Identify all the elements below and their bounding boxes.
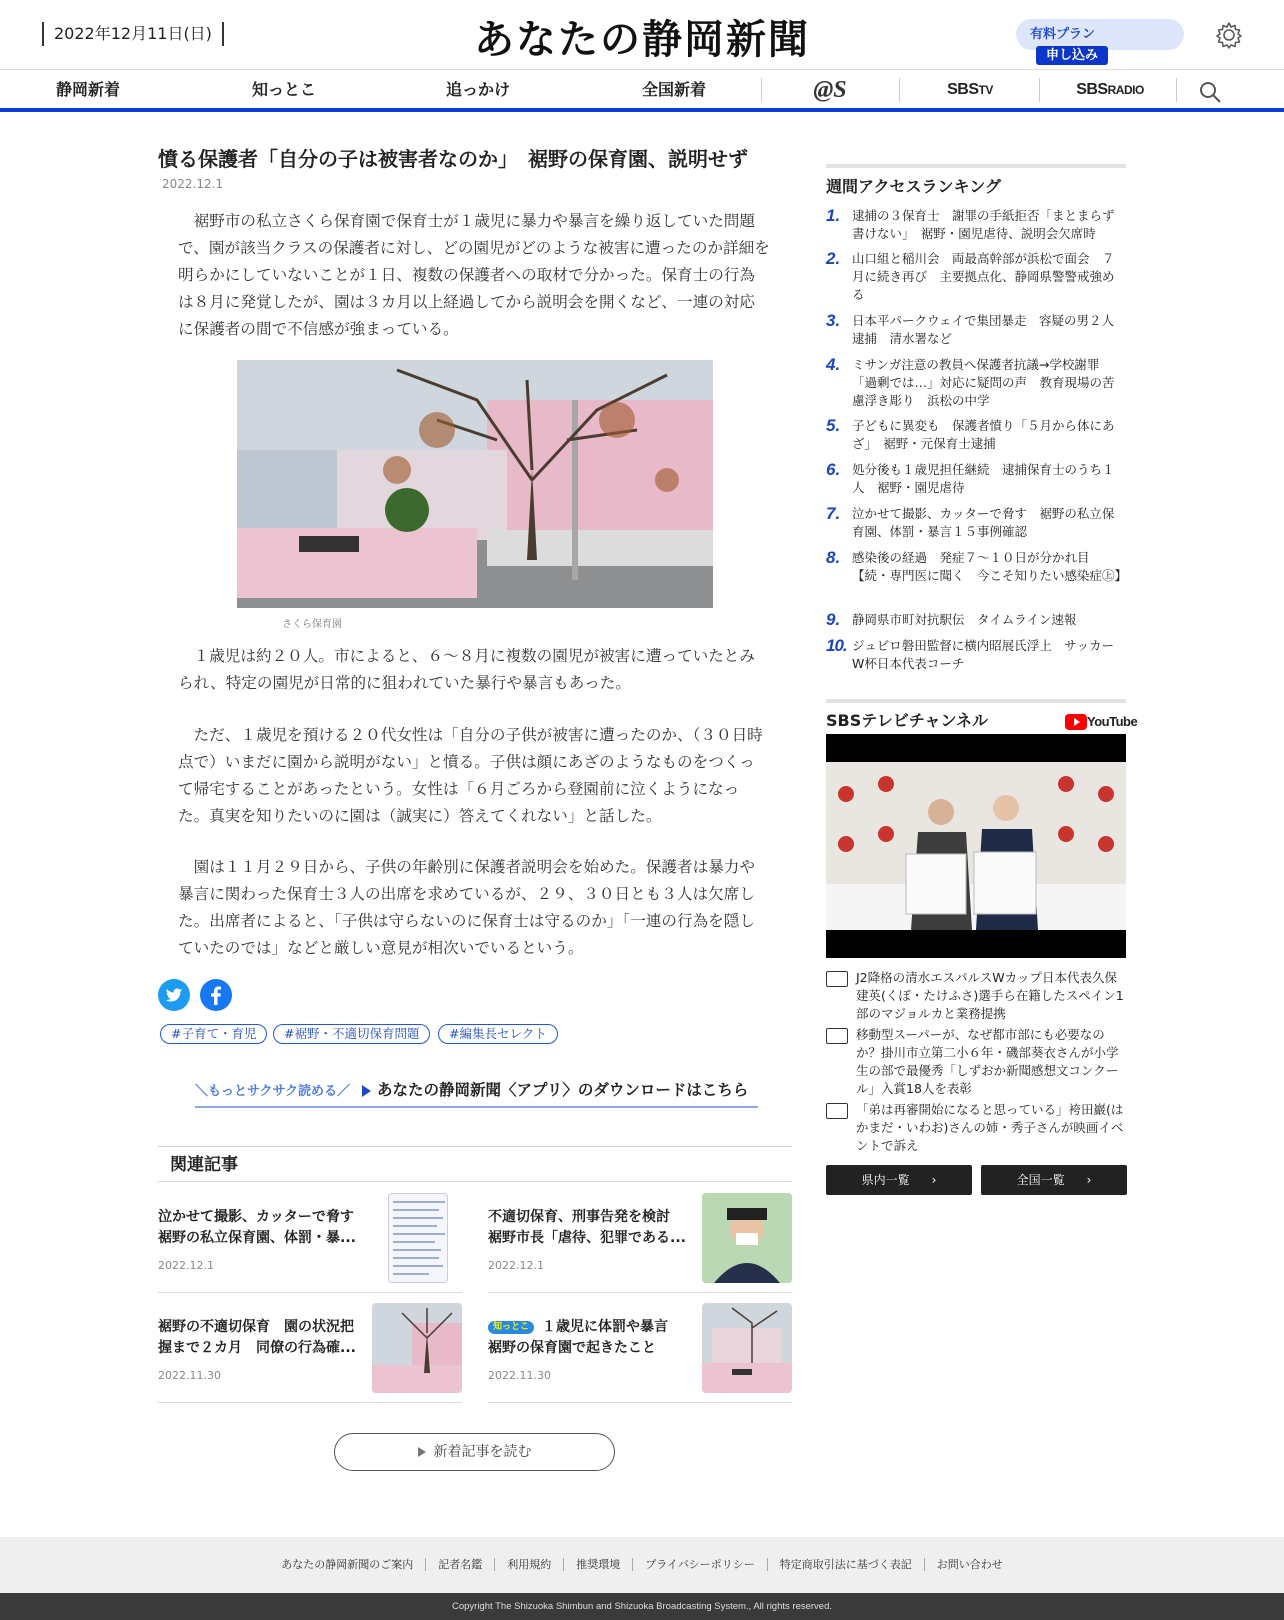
site-logo[interactable]: あなたの静岡新聞 <box>474 16 810 63</box>
footer-links <box>0 1537 1284 1593</box>
gear-icon[interactable] <box>1214 20 1244 50</box>
video-icon <box>826 1103 848 1119</box>
nav-divider <box>1039 78 1040 102</box>
youtube-play-icon <box>1065 714 1087 730</box>
sbs-tv-suffix: TV <box>978 83 993 97</box>
rank-title: ミサンガ注意の教員へ保護者抗議→学校謝罪「過剰では…」対応に疑問の声 教育現場の苦慮浮き彫り 浜松の中学 <box>852 357 1115 408</box>
nav-item-at-s[interactable] <box>795 70 865 108</box>
rank-number: 5. <box>826 416 841 435</box>
play-triangle-icon <box>418 1447 426 1457</box>
paid-plan-button[interactable] <box>1016 19 1184 63</box>
rank-number: 4. <box>826 355 841 374</box>
rank-title: 山口組と稲川会 両最高幹部が浜松で面会 ７月に続き再び 主要拠点化、静岡県警警戒強める <box>852 251 1115 302</box>
article-paragraph: １歳児は約２０人。市によると、６～８月に複数の園児が被害に遭っていたとみられ、特定の園児が日常的に狙われていた暴行や暴言もあった。 <box>178 647 755 692</box>
video-title: 「弟は再審開始になると思っている」袴田巖(はかまだ・いわお)さんの姉・秀子さんが映画イベントで訴え <box>856 1102 1124 1153</box>
rank-title: 静岡県市町対抗駅伝 タイムライン速報 <box>852 612 1077 627</box>
tag-link[interactable]: #子育て・育児 <box>160 1024 267 1044</box>
related-title: 裾野の不適切保育 園の状況把握まで２カ月 同僚の行為確... <box>158 1319 356 1356</box>
rank-title: 感染後の経過 発症７～１０日が分かれ目【続・専門医に聞く 今こそ知りたい感染症㊤】 <box>852 550 1128 583</box>
rank-number: 1. <box>826 206 841 225</box>
rank-number: 2. <box>826 249 841 268</box>
footer-link[interactable]: プライバシーポリシー <box>633 1558 767 1571</box>
article-photo[interactable] <box>237 360 713 608</box>
related-article[interactable] <box>488 1183 792 1293</box>
rank-number: 6. <box>826 460 841 479</box>
related-header: 関連記事 <box>158 1146 792 1182</box>
article-date: 2022.12.1 <box>162 177 224 191</box>
related-article[interactable] <box>158 1183 462 1293</box>
plan-apply-label: 申し込み <box>1036 46 1108 65</box>
article-headline: 憤る保護者「自分の子は被害者なのか」 裾野の保育園、説明せず <box>158 147 748 171</box>
ranking-title: 週間アクセスランキング <box>826 177 1002 196</box>
video-icon <box>826 971 848 987</box>
app-download-text: あなたの静岡新聞〈アプリ〉のダウンロードはこちら <box>376 1081 749 1099</box>
facebook-share-icon[interactable] <box>200 979 232 1011</box>
article-paragraph: ただ、１歳児を預ける２０代女性は「自分の子供が被害に遭ったのか、（３０日時点で）いまだに園から説明がない」と憤る。子供は顔にあざのようなものをつくって帰宅することがあったという。女性は「６月ごろから登園前に泣くようになった。真実を知りたいのに園は（誠実に）答えてくれない」と話した。 <box>178 726 763 825</box>
related-date: 2022.11.30 <box>488 1369 551 1382</box>
rank-title: 子どもに異変も 保護者憤り「５月から体にあざ」 裾野・元保育士逮捕 <box>852 418 1115 451</box>
site-header <box>0 0 1284 70</box>
related-thumbnail <box>388 1193 448 1283</box>
shittoko-badge: 知っとこ <box>488 1321 534 1334</box>
photo-caption: さくら保育園 <box>282 619 342 630</box>
chevron-right-icon: › <box>931 1173 937 1187</box>
related-date: 2022.12.1 <box>488 1259 544 1272</box>
rank-number: 3. <box>826 311 841 330</box>
video-player[interactable] <box>826 734 1126 958</box>
footer-link[interactable]: 記者名鑑 <box>426 1558 495 1571</box>
read-new-articles-button[interactable] <box>334 1433 615 1471</box>
related-article[interactable] <box>158 1293 462 1403</box>
rank-number: 8. <box>826 548 841 567</box>
rank-title: 逮捕の３保育士 謝罪の手紙拒否「まとまらず書けない」 裾野・園児虐待、説明会欠席時 <box>852 208 1115 241</box>
app-lead-text: ＼もっとサクサク読める／ <box>195 1084 350 1099</box>
youtube-label: YouTube <box>1087 714 1138 729</box>
play-triangle-icon <box>362 1085 371 1097</box>
nav-divider <box>1176 78 1177 102</box>
related-thumbnail <box>702 1303 792 1393</box>
prefecture-list-button[interactable] <box>826 1165 972 1195</box>
main-nav <box>0 70 1284 112</box>
nav-divider <box>761 78 762 102</box>
related-thumbnail <box>702 1193 792 1283</box>
section-divider <box>826 164 1126 168</box>
national-list-label: 全国一覧 <box>1016 1173 1065 1187</box>
rank-title: 泣かせて撮影、カッターで脅す 裾野の私立保育園、体罰・暴言１５事例確認 <box>852 506 1115 539</box>
prefecture-list-label: 県内一覧 <box>861 1173 910 1187</box>
youtube-logo[interactable] <box>1065 711 1137 729</box>
read-more-label: 新着記事を読む <box>433 1444 532 1460</box>
sbs-radio-suffix: RADIO <box>1107 83 1144 97</box>
video-title: J2降格の清水エスパルスWカップ日本代表久保建英(くぼ・たけふさ)選手ら在籍したスペイン1部のマジョルカと業務提携 <box>856 970 1124 1021</box>
footer-link[interactable]: あなたの静岡新聞のご案内 <box>269 1558 426 1571</box>
national-list-button[interactable] <box>981 1165 1127 1195</box>
related-title-text: １歳児に体罰や暴言 裾野の保育園で起きたこと <box>488 1319 683 1356</box>
related-title: 不適切保育、刑事告発を検討 裾野市長「虐待、犯罪である... <box>488 1209 686 1246</box>
twitter-share-icon[interactable] <box>158 979 190 1011</box>
nav-divider <box>899 78 900 102</box>
tag-link[interactable]: #編集長セレクト <box>438 1024 558 1044</box>
rank-title: ジュビロ磐田監督に横内昭展氏浮上 サッカーW杯日本代表コーチ <box>852 638 1115 671</box>
channel-title: SBSテレビチャンネル <box>826 711 988 730</box>
nav-item-shizuoka-news[interactable]: 静岡新着 <box>55 80 120 99</box>
tag-link[interactable]: #裾野・不適切保育問題 <box>273 1024 430 1044</box>
footer-link[interactable]: お問い合わせ <box>936 1558 1003 1571</box>
video-icon <box>826 1028 848 1044</box>
related-article[interactable] <box>488 1293 792 1403</box>
footer-link[interactable]: 利用規約 <box>495 1558 564 1571</box>
nav-item-okkake[interactable]: 追っかけ <box>445 80 510 99</box>
nav-item-sbs-tv[interactable] <box>930 70 1010 108</box>
at-s-logo: @S <box>813 77 847 103</box>
plan-label: 有料プラン <box>1030 27 1096 42</box>
nav-item-sbs-radio[interactable] <box>1065 70 1155 108</box>
related-date: 2022.12.1 <box>158 1259 214 1272</box>
related-title <box>488 1317 688 1359</box>
copyright: Copyright The Shizuoka Shimbun and Shizuoka Broadcasting System., All rights reserved. <box>0 1593 1284 1620</box>
rank-number: 10. <box>826 636 847 655</box>
article-paragraph: 園は１１月２９日から、子供の年齢別に保護者説明会を始めた。保護者は暴力や暴言に関わった保育士３人の出席を求めているが、２９、３０日とも３人は欠席した。出席者によると、「子供は守らないのに保育士は守るのか」「一連の行為を隠していたのでは」などと厳しい意見が相次いでいるという。 <box>178 858 755 957</box>
nav-item-shittoko[interactable]: 知っとこ <box>251 80 316 99</box>
sbs-radio-logo: SBS <box>1076 81 1108 98</box>
rank-number: 9. <box>826 610 841 629</box>
app-download-link[interactable] <box>195 1078 758 1108</box>
video-title: 移動型スーパーが、なぜ都市部にも必要なのか？掛川市立第二小６年・磯部葵衣さんが小学生の部で最優秀「しずおか新聞感想文コンクール」入賞18人を表彰 <box>856 1027 1119 1096</box>
article-paragraph: 裾野市の私立さくら保育園で保育士が１歳児に暴力や暴言を繰り返していた問題で、園が該当クラスの保護者に対し、どの園児がどのような被害に遭ったのか詳細を明らかにしていないことが１日、複数の保護者への取材で分かった。保育士の行為は８月に発覚したが、園は３カ月以上経過してから説明会を開くなど、一連の対応に保護者の間で不信感が強まっている。 <box>178 212 770 338</box>
rank-title: 処分後も１歳児担任継続 逮捕保育士のうち１人 裾野・園児虐待 <box>852 462 1115 495</box>
current-date: 2022年12月11日(日) <box>42 22 224 46</box>
rank-title: 日本平パークウェイで集団暴走 容疑の男２人逮捕 清水署など <box>852 313 1115 346</box>
footer-link[interactable]: 推奨環境 <box>564 1558 633 1571</box>
related-title: 泣かせて撮影、カッターで脅す 裾野の私立保育園、体罰・暴... <box>158 1209 368 1246</box>
footer-link[interactable]: 特定商取引法に基づく表記 <box>768 1558 925 1571</box>
sbs-tv-logo: SBS <box>947 81 979 98</box>
search-icon[interactable] <box>1198 80 1222 104</box>
nav-item-national-news[interactable]: 全国新着 <box>641 80 706 99</box>
related-thumbnail <box>372 1303 462 1393</box>
chevron-right-icon: › <box>1086 1173 1092 1187</box>
section-divider <box>826 699 1126 703</box>
rank-number: 7. <box>826 504 841 523</box>
related-date: 2022.11.30 <box>158 1369 221 1382</box>
